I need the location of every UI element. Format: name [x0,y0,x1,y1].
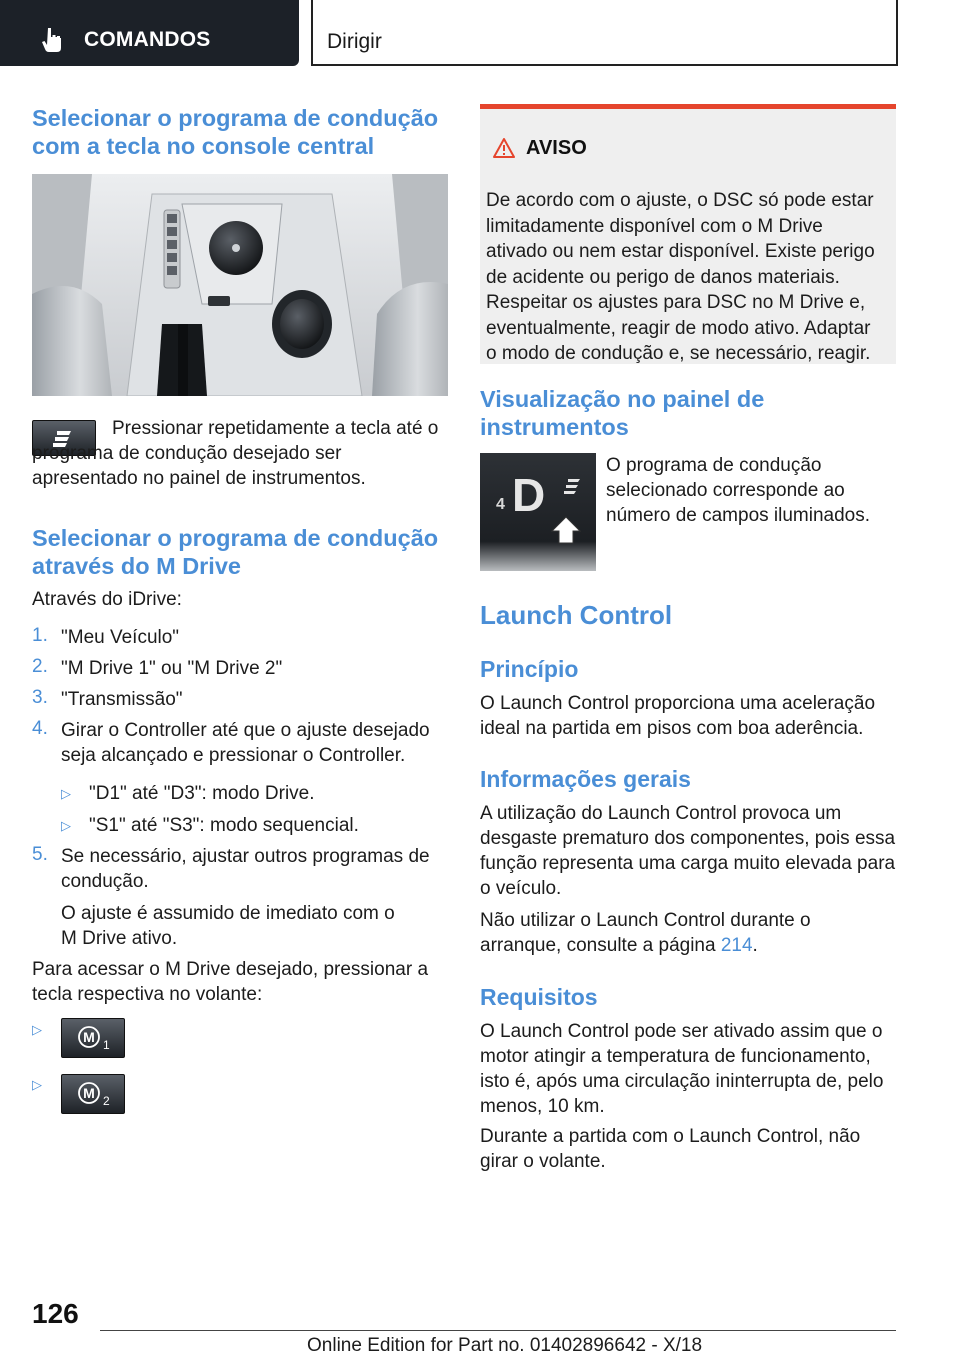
step-number: 3. [32,687,48,708]
list-item [32,687,448,712]
section-heading: Selecionar o programa de condução com a tecla no console central [32,105,439,159]
triangle-bullet-icon: ▷ [61,818,71,833]
page-header [0,0,960,68]
step-text: Se necessário, ajustar outros programas de condução. [61,846,430,892]
step-note: O ajuste é assumido de imediato com o M Drive ativo. [61,903,395,949]
sub-item-text: "D1" até "D3": modo Drive. [89,783,315,804]
triangle-bullet-icon: ▷ [32,1077,42,1092]
press-key-text: Pressionar repetidamente a tecla até o programa de condução desejado ser apresentado no painel de instrumentos. [32,418,439,489]
intro-text: Através do iDrive: [32,589,182,610]
instrument-cluster-image [480,453,596,571]
sub-list-item [61,813,441,838]
page-number: 126 [32,1298,79,1329]
section-heading-m-drive: Selecionar o programa de condução através do M Drive [32,525,439,579]
up-arrow-icon [552,517,580,543]
m-letter: M [83,1085,95,1101]
center-console-photo [32,174,448,396]
m-drive-digit: 2 [103,1094,110,1108]
m-drive-2-icon [62,1075,124,1113]
step-number: 5. [32,844,48,865]
section-heading-display: Visualização no painel de instrumentos [480,386,765,440]
triangle-bullet-icon: ▷ [61,786,71,801]
gear-display-illustration [480,453,596,571]
warning-text: De acordo com o ajuste, o DSC só pode estar limitadamente disponível com o M Drive ativado ou nem estar disponível. Existe perigo de acidente ou perigo de danos materiais. Respeitar os ajustes para DSC no M Drive e, eventualmente, reagir de modo ativo. Adaptar o modo de condução e, se necessário, reagir. [486,190,875,364]
m-drive-2-button-image [61,1074,125,1114]
m-drive-1-icon [62,1019,124,1057]
hand-pointer-icon [40,26,66,52]
drive-mode-bars-icon [564,479,580,494]
list-item [32,718,448,768]
warning-title: AVISO [526,137,587,159]
access-text: Para acessar o M Drive desejado, pressionar a tecla respectiva no volante: [32,959,429,1005]
requirements-text: O Launch Control pode ser ativado assim que o motor atingir a temperatura de funcionamento, isto é, após uma circulação ininterrupta de, pelo menos, 10 km. [480,1021,884,1117]
triangle-bullet-icon: ▷ [32,1022,42,1037]
general-info-text: A utilização do Launch Control provoca um desgaste prematuro dos componentes, pois essa função representa uma carga muito elevada para o veículo. [480,803,896,899]
console-illustration [32,174,448,396]
step-number: 1. [32,625,48,646]
list-item [32,656,448,681]
sub-list-item [61,781,441,806]
edition-text: Online Edition for Part no. 01402896642 - X/18 [307,1335,703,1356]
subheading-principle: Princípio [480,656,579,682]
step-text: Girar o Controller até que o ajuste desejado seja alcançado e pressionar o Controller. [61,720,430,766]
general-info-text-2 [480,908,896,958]
chapter-label: Dirigir [327,30,382,53]
list-item [32,844,448,894]
general-info-text-2-end: . [752,935,758,956]
requirements-text-2: Durante a partida com o Launch Control, não girar o volante. [480,1126,861,1172]
section-label: COMANDOS [84,28,211,51]
step-number: 4. [32,718,48,739]
list-item [32,625,448,650]
chapter-tab [311,0,898,66]
step-text: "M Drive 1" ou "M Drive 2" [61,658,283,679]
display-text: O programa de condução selecionado corresponde ao número de campos iluminados. [606,455,871,526]
subheading-general-info: Informações gerais [480,766,691,792]
section-title-launch-control: Launch Control [480,600,673,630]
m-drive-digit: 1 [103,1038,110,1052]
m-letter: M [83,1029,95,1045]
page-reference-link[interactable]: 214 [720,935,753,956]
step-text: "Transmissão" [61,689,183,710]
general-info-text-2-part: Não utilizar o Launch Control durante o arranque, consulte a página [480,910,811,956]
section-tab [0,0,299,66]
warning-box [480,104,896,364]
sub-item-text: "S1" até "S3": modo sequencial. [89,815,359,836]
warning-triangle-icon [492,137,516,159]
m-drive-1-button-image [61,1018,125,1058]
principle-text: O Launch Control proporciona uma aceleração ideal na partida em pisos com boa aderência. [480,693,876,739]
step-text: "Meu Veículo" [61,627,180,648]
step-number: 2. [32,656,48,677]
gear-number: 4 [496,496,505,513]
subheading-requirements: Requisitos [480,984,598,1010]
footer-divider [100,1330,896,1331]
gear-letter: D [512,469,546,521]
